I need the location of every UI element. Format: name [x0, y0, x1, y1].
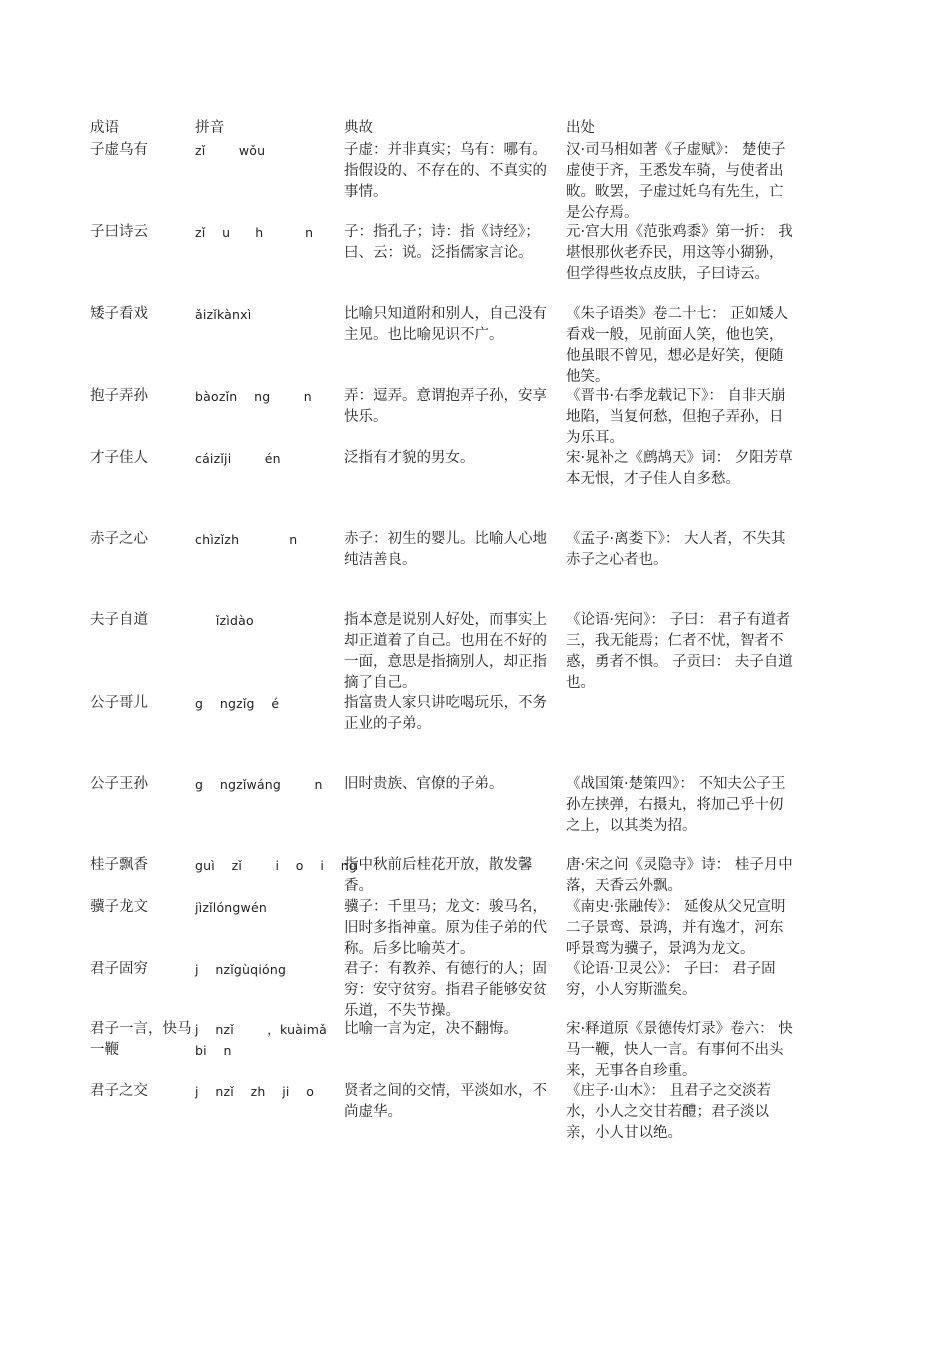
header-pinyin: 拼音: [195, 120, 225, 136]
meaning-cell: 君子：有教养、有德行的人；固穷：安守贫穷。指君子能够安贫乐道，不失节操。: [344, 961, 547, 1019]
source-cell: 宋·释道原《景德传灯录》卷六： 快马一鞭，快人一言。有事何不出头来，无事各自珍重。: [566, 1021, 793, 1079]
pinyin-cell: jìzǐlóngwén: [195, 900, 267, 915]
header-meaning: 典故: [344, 120, 373, 136]
header-idiom: 成语: [90, 120, 119, 136]
source-cell: 《论语·宪问》： 子曰： 君子有道者三，我无能焉；仁者不忧，智者不惑，勇者不惧。 子贡曰： 夫子自道也。: [566, 612, 793, 691]
pinyin-cell: ǐzìdào: [195, 613, 254, 628]
meaning-cell: 比喻一言为定，决不翻悔。: [344, 1021, 518, 1037]
meaning-cell: 弄：逗弄。意谓抱弄子孙，安享快乐。: [344, 388, 547, 425]
pinyin-cell: zǐ u h n: [195, 225, 314, 240]
meaning-cell: 贤者之间的交情，平淡如水，不尚虚华。: [344, 1083, 547, 1120]
pinyin-cell: j nzǐ zh ji o: [195, 1084, 315, 1099]
source-cell: 《庄子·山木》： 且君子之交淡若水，小人之交甘若醴；君子淡以亲，小人甘以绝。: [566, 1083, 771, 1141]
meaning-cell: 指富贵人家只讲吃喝玩乐，不务正业的子弟。: [344, 695, 547, 732]
source-cell: 《孟子·离娄下》： 大人者，不失其赤子之心者也。: [566, 531, 786, 568]
idiom-cell: 骥子龙文: [90, 899, 148, 915]
pinyin-cell: guì zǐ i o i ng: [195, 858, 357, 873]
meaning-cell: 子：指孔子；诗：指《诗经》；曰、云：说。泛指儒家言论。: [344, 224, 540, 261]
pinyin-cell: bàozǐn ng n: [195, 389, 312, 404]
idiom-cell: 抱子弄孙: [90, 388, 148, 404]
idiom-cell: 公子哥儿: [90, 695, 148, 711]
idiom-cell: 子虚乌有: [90, 142, 148, 158]
meaning-cell: 骥子：千里马；龙文：骏马名，旧时多指神童。原为佳子弟的代称。后多比喻英才。: [344, 899, 547, 957]
meaning-cell: 泛指有才貌的男女。: [344, 450, 475, 466]
pinyin-cell: ǎizǐkànxì: [195, 307, 252, 322]
meaning-cell: 子虚：并非真实；乌有：哪有。指假设的、不存在的、不真实的事情。: [344, 142, 547, 200]
pinyin-cell: j nzǐ ，kuàimǎ bi n: [195, 1022, 327, 1058]
source-cell: 《朱子语类》卷二十七： 正如矮人看戏一般，见前面人笑，他也笑，他虽眼不曾见，想必是好笑，便随他笑。: [566, 306, 789, 385]
source-cell: 《论语·卫灵公》： 子曰： 君子固穷，小人穷斯滥矣。: [566, 961, 776, 998]
pinyin-cell: g ngzǐwáng n: [195, 777, 323, 792]
source-cell: 《战国策·楚策四》： 不知夫公子王孙左挟弹，右摄丸，将加己乎十仞之上，以其类为招。: [566, 776, 786, 834]
source-cell: 《晋书·右季龙载记下》： 自非天崩地陷，当复何愁，但抱子弄孙，日为乐耳。: [566, 388, 786, 446]
idiom-cell: 矮子看戏: [90, 306, 148, 322]
source-cell: 唐·宋之问《灵隐寺》诗： 桂子月中落，天香云外飘。: [566, 857, 793, 894]
idiom-cell: 赤子之心: [90, 531, 148, 547]
meaning-cell: 比喻只知道附和别人，自己没有主见。也比喻见识不广。: [344, 306, 547, 343]
source-cell: 《南史·张融传》： 延俊从父兄宣明二子景鸾、景鸿，并有逸才，河东呼景鸾为骥子，景鸿为龙文。: [566, 899, 786, 957]
meaning-cell: 旧时贵族、官僚的子弟。: [344, 776, 504, 792]
meaning-cell: 赤子：初生的婴儿。比喻人心地纯洁善良。: [344, 531, 547, 568]
source-cell: 宋·晁补之《鹧鸪天》词： 夕阳芳草本无恨，才子佳人自多愁。: [566, 450, 793, 487]
pinyin-cell: cáizǐji én: [195, 451, 281, 466]
source-cell: 元·宫大用《范张鸡黍》第一折： 我堪恨那伙老乔民，用这等小猢狲，但学得些妆点皮肤，子曰诗云。: [566, 224, 793, 282]
meaning-cell: 指本意是说别人好处，而事实上却正道着了自己。也用在不好的一面，意思是指摘别人，却正指摘了自己。: [344, 612, 547, 691]
source-cell: 汉·司马相如著《子虚赋》： 楚使子虚使于齐，王悉发车骑，与使者出畋。畋罢，子虚过奼乌有先生，亡是公存焉。: [566, 142, 786, 221]
meaning-cell: 指中秋前后桂花开放，散发馨香。: [344, 857, 533, 894]
idiom-cell: 君子固穷: [90, 961, 148, 977]
pinyin-cell: j nzǐgùqióng: [195, 962, 287, 977]
idiom-cell: 公子王孙: [90, 776, 148, 792]
pinyin-cell: chìzǐzh n: [195, 532, 298, 547]
idiom-cell: 君子一言，快马一鞭: [90, 1021, 192, 1058]
header-source: 出处: [566, 120, 595, 136]
idiom-cell: 桂子飘香: [90, 857, 148, 873]
pinyin-cell: g ngzǐg é: [195, 696, 280, 711]
idiom-cell: 子曰诗云: [90, 224, 148, 240]
idiom-cell: 夫子自道: [90, 612, 148, 628]
pinyin-cell: zǐ wǒu: [195, 143, 266, 158]
idiom-cell: 君子之交: [90, 1083, 148, 1099]
idiom-cell: 才子佳人: [90, 450, 148, 466]
